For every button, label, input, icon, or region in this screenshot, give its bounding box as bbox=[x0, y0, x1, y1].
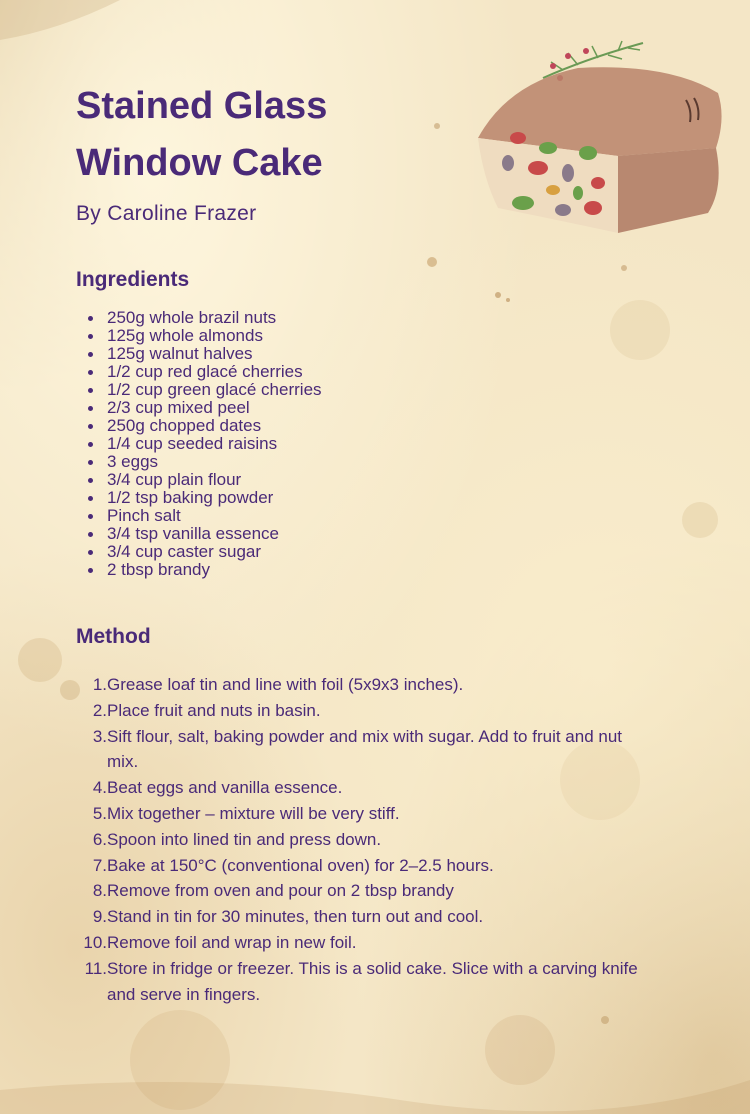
ingredient-item: 2/3 cup mixed peel bbox=[86, 399, 322, 417]
method-step bbox=[76, 827, 656, 853]
ingredient-item: 3/4 cup plain flour bbox=[86, 471, 322, 489]
method-step bbox=[76, 930, 656, 956]
step-number: 8. bbox=[92, 881, 107, 901]
recipe-title bbox=[76, 78, 456, 192]
ingredient-item: 1/2 cup green glacé cherries bbox=[86, 381, 322, 399]
ingredient-item: 125g whole almonds bbox=[86, 327, 322, 345]
method-step bbox=[76, 956, 656, 1008]
ingredient-item: 1/2 tsp baking powder bbox=[86, 489, 322, 507]
step-text: Grease loaf tin and line with foil (5x9x3 inches). bbox=[107, 675, 464, 694]
step-number: 6. bbox=[92, 829, 107, 849]
ingredients-heading: Ingredients bbox=[76, 268, 190, 291]
method-step bbox=[76, 672, 656, 698]
method-step bbox=[76, 801, 656, 827]
step-text: Spoon into lined tin and press down. bbox=[107, 829, 382, 849]
ingredient-item: 3/4 tsp vanilla essence bbox=[86, 525, 322, 543]
method-step bbox=[76, 724, 656, 776]
step-number: 1. bbox=[92, 675, 107, 694]
step-number: 11. bbox=[84, 958, 107, 978]
ingredient-item: 1/2 cup red glacé cherries bbox=[86, 363, 322, 381]
step-text: Store in fridge or freezer. This is a solid cake. Slice with a carving knife and serve in fingers. bbox=[107, 958, 638, 1004]
step-text: Mix together – mixture will be very stiff. bbox=[107, 803, 400, 823]
method-step bbox=[76, 878, 656, 904]
step-number: 4. bbox=[92, 778, 107, 798]
step-text: Remove foil and wrap in new foil. bbox=[107, 932, 357, 952]
method-step bbox=[76, 853, 656, 879]
step-number: 10. bbox=[83, 932, 107, 952]
ingredient-item: Pinch salt bbox=[86, 507, 322, 525]
step-text: Bake at 150°C (conventional oven) for 2–2.5 hours. bbox=[107, 855, 494, 875]
step-text: Beat eggs and vanilla essence. bbox=[107, 778, 343, 798]
step-number: 7. bbox=[92, 855, 107, 875]
method-step bbox=[76, 698, 656, 724]
method-heading: Method bbox=[76, 625, 151, 648]
recipe-author: By Caroline Frazer bbox=[76, 202, 257, 225]
ingredient-item: 250g whole brazil nuts bbox=[86, 309, 322, 327]
ingredient-item: 3/4 cup caster sugar bbox=[86, 543, 322, 561]
ingredient-item: 3 eggs bbox=[86, 453, 322, 471]
step-text: Sift flour, salt, baking powder and mix with sugar. Add to fruit and nut mix. bbox=[107, 726, 623, 772]
step-number: 3. bbox=[92, 726, 107, 746]
step-number: 5. bbox=[92, 803, 107, 823]
title-line-2: Window Cake bbox=[76, 142, 323, 184]
method-step bbox=[76, 904, 656, 930]
ingredient-item: 1/4 cup seeded raisins bbox=[86, 435, 322, 453]
fruit-cake-illustration bbox=[468, 38, 738, 238]
step-number: 9. bbox=[92, 907, 107, 927]
step-text: Place fruit and nuts in basin. bbox=[107, 700, 321, 720]
method-list bbox=[76, 672, 656, 1007]
method-step bbox=[76, 775, 656, 801]
ingredients-list bbox=[86, 309, 322, 579]
ingredient-item: 2 tbsp brandy bbox=[86, 561, 322, 579]
title-line-1: Stained Glass bbox=[76, 85, 328, 127]
ingredient-item: 125g walnut halves bbox=[86, 345, 322, 363]
step-text: Stand in tin for 30 minutes, then turn out and cool. bbox=[107, 907, 484, 927]
step-number: 2. bbox=[92, 700, 107, 720]
ingredient-item: 250g chopped dates bbox=[86, 417, 322, 435]
step-text: Remove from oven and pour on 2 tbsp brandy bbox=[107, 881, 454, 901]
